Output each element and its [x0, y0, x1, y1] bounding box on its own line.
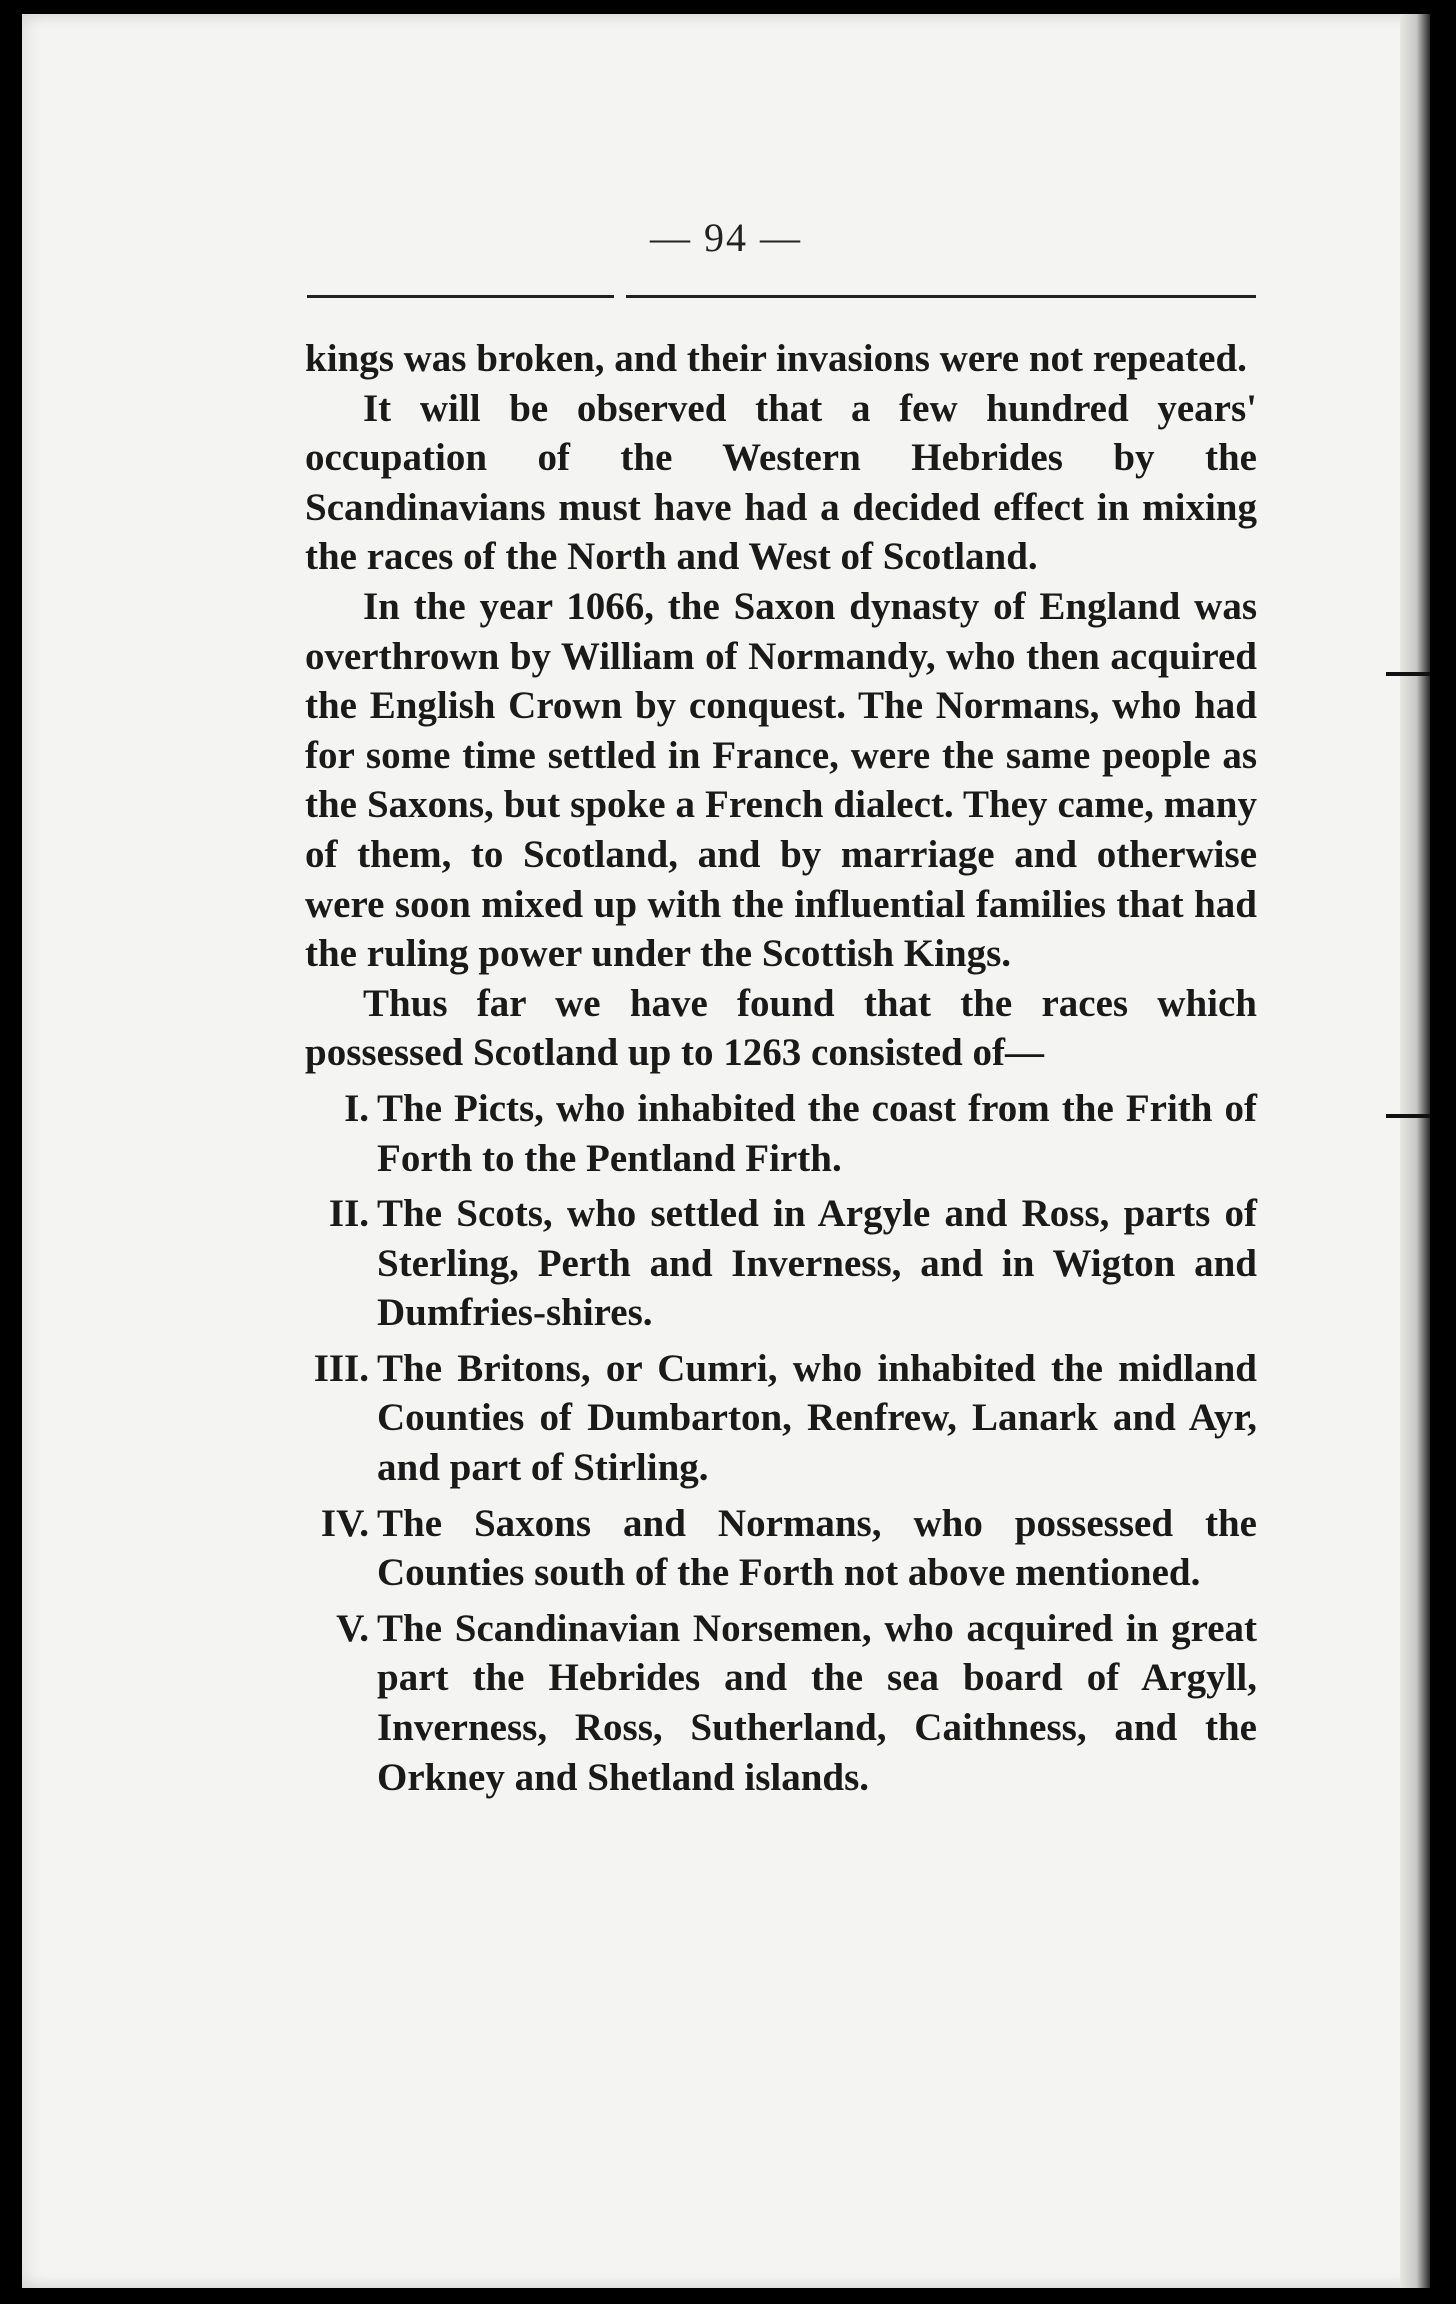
list-numeral: IV.	[320, 1501, 369, 1545]
list-item-text: The Scots, who settled in Argyle and Ross, parts of Sterling, Perth and Inverness, and in Wigton and Dumfries-shires.	[377, 1192, 1257, 1335]
list-item	[305, 1084, 1257, 1183]
list-item-text: The Picts, who inhabited the coast from the Frith of Forth to the Pentland Firth.	[377, 1086, 1257, 1180]
list-numeral: V.	[336, 1606, 369, 1650]
list-item-text: The Britons, or Cumri, who inhabited the midland Counties of Dumbarton, Renfrew, Lanark and Ayr, and part of Stirling.	[377, 1346, 1257, 1490]
paragraph: It will be observed that a few hundred years' occupation of the Western Hebrides by the Scandinavians must have had a decided effect in mixing the races of the North and West of Scotland.	[305, 386, 1257, 579]
header-rule-right	[626, 295, 1256, 298]
races-list	[305, 1084, 1257, 1802]
list-item	[305, 1604, 1257, 1802]
list-item	[305, 1499, 1257, 1598]
list-item	[305, 1344, 1257, 1493]
list-item-text: The Saxons and Normans, who possessed the Counties south of the Forth not above mentioned.	[377, 1501, 1257, 1595]
list-item	[305, 1189, 1257, 1338]
paragraph: In the year 1066, the Saxon dynasty of England was overthrown by William of Normandy, who then acquired the English Crown by conquest. The Normans, who had for some time settled in France, were the same people as the Saxons, but spoke a French dialect. They came, many of them, to Scotland, and by marriage and otherwise were soon mixed up with the influential families that had the ruling power under the Scottish Kings.	[305, 584, 1257, 976]
page-number: — 94 —	[650, 215, 802, 260]
book-page	[22, 14, 1430, 2288]
header-rule-left	[307, 295, 614, 298]
list-item-text: The Scandinavian Norsemen, who acquired in great part the Hebrides and the sea board of Argyll, Inverness, Ross, Sutherland, Caithness, and the Orkney and Shetland islands.	[377, 1606, 1257, 1799]
paragraph: Thus far we have found that the races which possessed Scotland up to 1263 consisted of—	[305, 981, 1257, 1075]
list-numeral: II.	[328, 1192, 369, 1236]
page-body	[305, 334, 1257, 1802]
list-numeral: I.	[344, 1086, 369, 1130]
page-spine-shadow	[1400, 14, 1430, 2288]
paragraph: kings was broken, and their invasions were not repeated.	[305, 337, 1247, 380]
list-numeral: III.	[313, 1346, 369, 1390]
margin-tick-mark	[1386, 672, 1430, 676]
margin-tick-mark	[1386, 1114, 1430, 1118]
